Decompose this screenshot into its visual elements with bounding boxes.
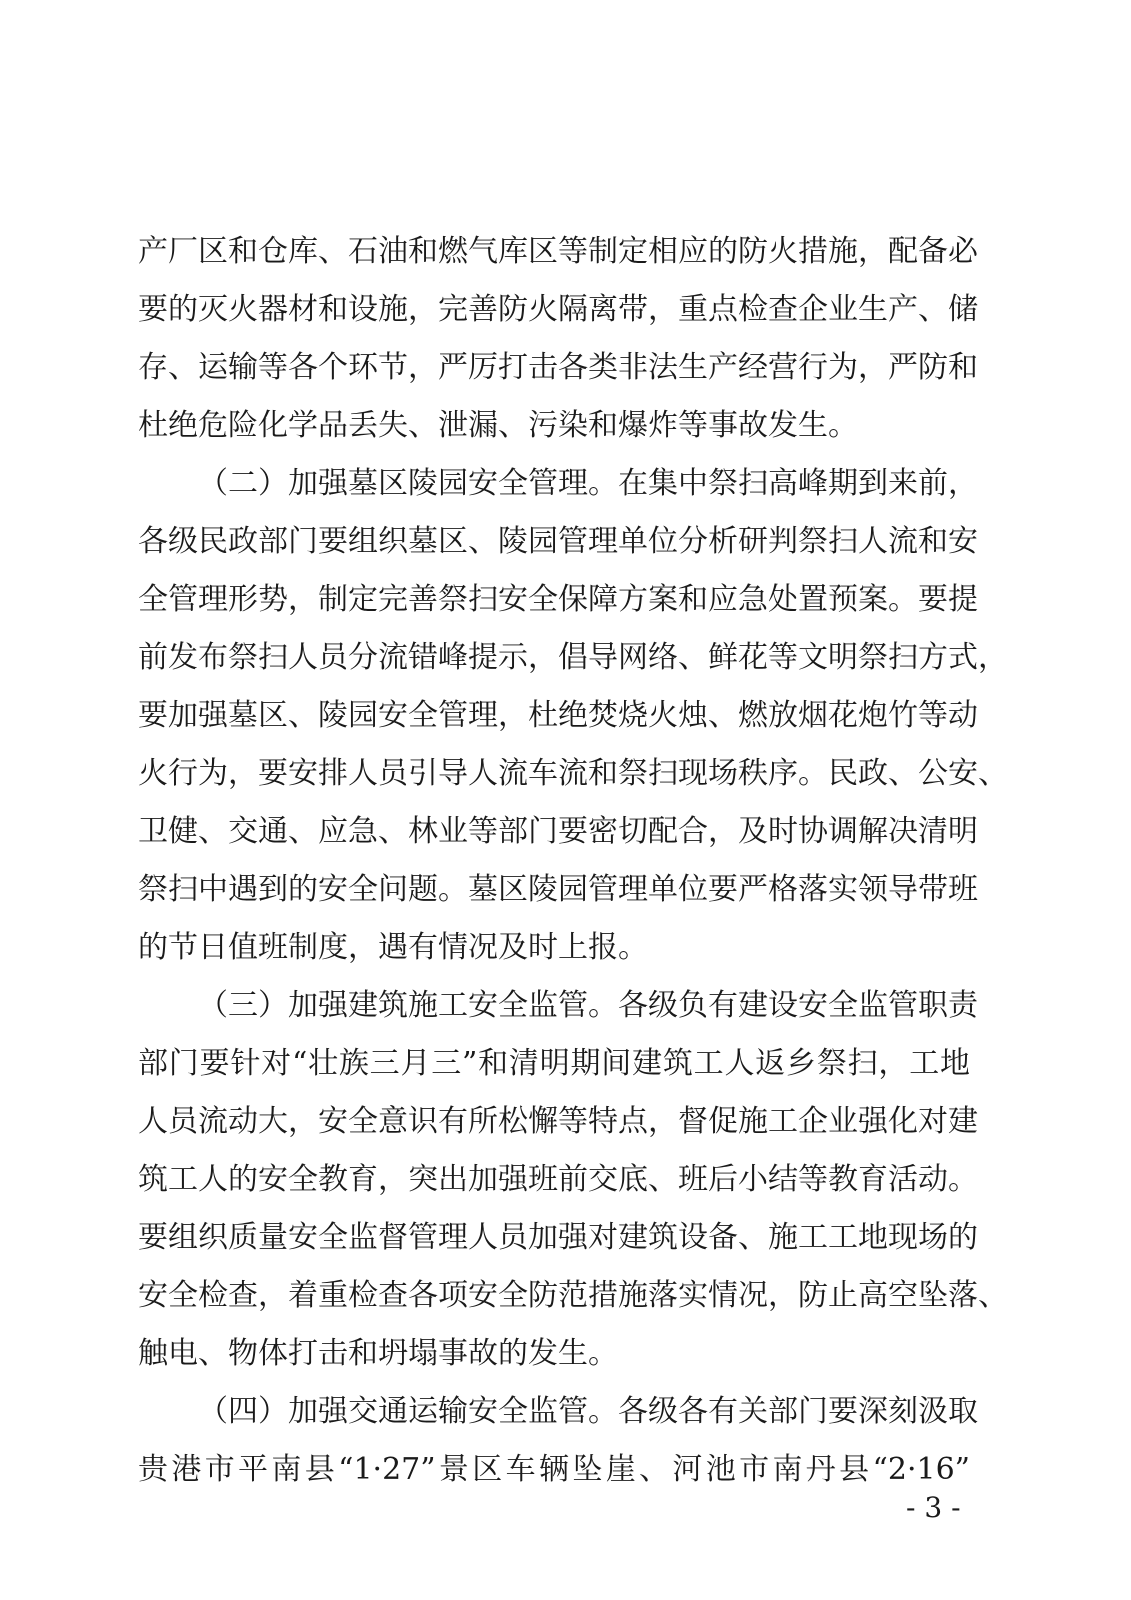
text-line: 卫健、交通、应急、林业等部门要密切配合，及时协调解决清明 bbox=[138, 814, 978, 849]
text-line: 要组织质量安全监督管理人员加强对建筑设备、施工工地现场的 bbox=[138, 1220, 978, 1255]
text-line: 各级民政部门要组织墓区、陵园管理单位分析研判祭扫人流和安 bbox=[138, 524, 978, 559]
text-line: 安全检查，着重检查各项安全防范措施落实情况，防止高空坠落、 bbox=[138, 1278, 1008, 1313]
text-line: 杜绝危险化学品丢失、泄漏、污染和爆炸等事故发生。 bbox=[138, 408, 858, 443]
text-line: 触电、物体打击和坍塌事故的发生。 bbox=[138, 1336, 618, 1371]
text-line: 火行为，要安排人员引导人流车流和祭扫现场秩序。民政、公安、 bbox=[138, 756, 1008, 791]
text-line: 的节日值班制度，遇有情况及时上报。 bbox=[138, 930, 648, 965]
page-number: - 3 - bbox=[906, 1491, 961, 1524]
text-line: 贵港市平南县“1·27”景区车辆坠崖、河池市南丹县“2·16” bbox=[138, 1452, 970, 1487]
text-line: 人员流动大，安全意识有所松懈等特点，督促施工企业强化对建 bbox=[138, 1104, 978, 1139]
text-line: 前发布祭扫人员分流错峰提示，倡导网络、鲜花等文明祭扫方式， bbox=[138, 640, 1008, 675]
section-heading-line: （二）加强墓区陵园安全管理。在集中祭扫高峰期到来前， bbox=[198, 466, 978, 501]
text-line: 要的灭火器材和设施，完善防火隔离带，重点检查企业生产、储 bbox=[138, 292, 978, 327]
section-heading-line: （四）加强交通运输安全监管。各级各有关部门要深刻汲取 bbox=[198, 1394, 978, 1429]
section-heading-line: （三）加强建筑施工安全监管。各级负有建设安全监管职责 bbox=[198, 988, 978, 1023]
text-line: 祭扫中遇到的安全问题。墓区陵园管理单位要严格落实领导带班 bbox=[138, 872, 978, 907]
text-line: 要加强墓区、陵园安全管理，杜绝焚烧火烛、燃放烟花炮竹等动 bbox=[138, 698, 978, 733]
text-line: 全管理形势，制定完善祭扫安全保障方案和应急处置预案。要提 bbox=[138, 582, 978, 617]
text-line: 存、运输等各个环节，严厉打击各类非法生产经营行为，严防和 bbox=[138, 350, 978, 385]
text-line: 产厂区和仓库、石油和燃气库区等制定相应的防火措施，配备必 bbox=[138, 234, 978, 269]
text-line: 部门要针对“壮族三月三”和清明期间建筑工人返乡祭扫，工地 bbox=[138, 1046, 970, 1081]
text-line: 筑工人的安全教育，突出加强班前交底、班后小结等教育活动。 bbox=[138, 1162, 978, 1197]
